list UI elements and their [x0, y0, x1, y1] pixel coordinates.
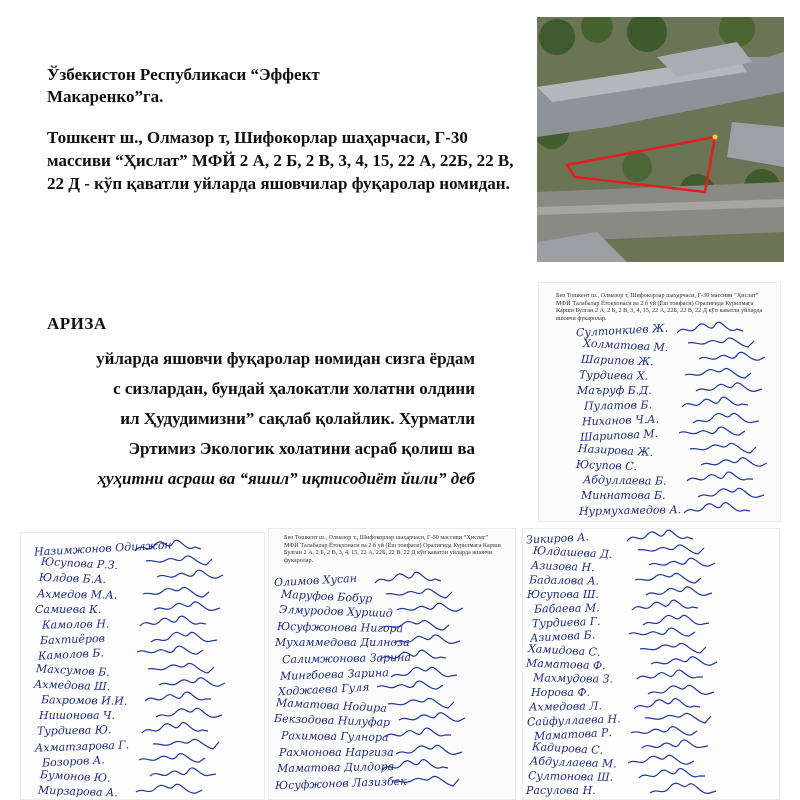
handwritten-name: Мухаммедова Дилноза	[275, 636, 410, 650]
petition-title: АРИЗА	[47, 314, 107, 333]
handwritten-name: Шарипова М.	[579, 426, 659, 445]
handwritten-name: Бумонов Ю.	[39, 768, 111, 785]
handwritten-name: Турдиева Г.	[531, 614, 601, 631]
signature-scribble	[682, 501, 752, 519]
handwritten-name: Рахимова Гулнора	[280, 729, 389, 744]
handwritten-name: Холматова М.	[582, 336, 669, 355]
handwritten-name: Султонова Ш.	[527, 769, 614, 784]
handwritten-name: Юлдашева Д.	[532, 543, 613, 562]
sheet-header: Биз Тошкент ш., Олмазор т, Шифокорлар шаҳарчаси, Г-30 массиви “Ҳислат” МФЙ Талабалар Ётоқхонаси ва 2 б уй (Ёш тоифаси) Оралиғида Курилмага Карши Булган 2 А, 2 Б, 2 В, 3, 4, 15, 22 А, 22Б, 22 В, 22 Д кўп каватли уйларда яшовчи фукаролар.	[556, 292, 763, 322]
handwritten-name: Юсуфжонова Нигора	[276, 619, 404, 635]
handwritten-name: Бадалова А.	[528, 573, 600, 588]
signature-sheet-left	[20, 532, 265, 800]
handwritten-name: Маматова Ф.	[525, 656, 606, 673]
handwritten-name: Шарипов Ж.	[580, 352, 654, 369]
handwritten-name: Элмуродов Хуршид	[278, 603, 394, 621]
sender-description: Тошкент ш., Олмазор т, Шифокорлар шаҳарчаси, Г-30 массиви “Ҳислат” МФЙ 2 А, 2 Б, 2 В, 3, 4, 15, 22 А, 22Б, 22 В, 22 Д - кўп қаватли уйларда яшовчилар фуқаролар номидан.	[47, 128, 514, 193]
petition-line: ҳуҳитни асраш ва “яшил” иқтисодиёт йили” деб	[97, 469, 475, 488]
petition-line: уйларда яшовчи фуқаролар номидан сизга ёрдам	[96, 349, 475, 368]
handwritten-name: Ходжаева Гуля	[277, 680, 370, 699]
handwritten-name: Турдиева Х.	[578, 368, 649, 383]
handwritten-name: Нурмухамедов А.	[578, 503, 682, 518]
handwritten-name: Азимова Б.	[529, 628, 596, 645]
signature-list	[538, 282, 781, 522]
handwritten-name: Пулатов Б.	[583, 398, 653, 413]
handwritten-name: Бабаева М.	[533, 601, 600, 616]
petition-line: ил Ҳудудимизни” сақлаб қолайлик. Хурматли	[120, 409, 475, 428]
handwritten-name: Кадирова С.	[531, 740, 604, 757]
handwritten-name: Махсумов Б.	[35, 661, 111, 679]
handwritten-name: Бахтиёров	[39, 632, 106, 648]
handwritten-name: Юсуфжонов Лазизбек	[274, 774, 407, 793]
handwritten-name: Абдуллаева М.	[529, 754, 617, 771]
signature-scribble	[134, 782, 204, 800]
petition-line: с сизлардан, бундай ҳалокатли холатни олдини	[113, 379, 475, 398]
signature-list	[20, 532, 265, 800]
handwritten-name: Маруфов Бобур	[280, 587, 373, 605]
handwritten-name: Маматова Р.	[533, 725, 613, 744]
handwritten-name: Миннатова Б.	[581, 489, 666, 502]
handwritten-name: Олимов Хусан	[273, 571, 358, 590]
handwritten-name: Бахромов И.И.	[40, 693, 128, 708]
handwritten-name: Маматова Дилдора	[276, 760, 395, 776]
handwritten-name: Юсупова Р.З.	[40, 555, 119, 573]
handwritten-name: Рахмонова Наргиза	[279, 745, 394, 759]
signature-list	[268, 528, 516, 800]
handwritten-name: Назирова Ж.	[577, 442, 654, 459]
handwritten-name: Мирзарова А.	[37, 783, 119, 800]
addressee-heading: Ўзбекистон Республикаси “Эффект Макаренко”га.	[47, 65, 320, 106]
handwritten-name: Зикиров А.	[525, 530, 590, 547]
handwritten-name: Ниханов Ч.А.	[581, 412, 660, 429]
handwritten-name: Камолов Н.	[41, 617, 110, 632]
handwritten-name: Султонкиев Ж.	[575, 321, 669, 340]
signature-sheet-right	[538, 282, 781, 522]
handwritten-name: Салимжонова Зарина	[281, 650, 412, 667]
signature-scribble	[648, 781, 718, 799]
signature-list	[522, 528, 780, 800]
signature-scribble	[391, 774, 461, 792]
handwritten-name: Ахмедова Л.	[528, 699, 603, 714]
signature-sheet-far-right	[522, 528, 780, 800]
handwritten-name: Бозоров А.	[41, 753, 106, 770]
handwritten-name: Ахмедова Ш.	[33, 677, 111, 694]
handwritten-name: Назимжонов Одилжон	[33, 538, 172, 559]
handwritten-name: Махмудова З.	[532, 671, 614, 686]
handwritten-name: Юсупова Ш.	[527, 588, 599, 601]
handwritten-name: Расулова Н.	[526, 784, 596, 797]
handwritten-name: Юсупов С.	[575, 457, 638, 474]
sheet-header: Биз Тошкент ш., Олмазор т., Шифокорлар шаҳарчаси, Г-30 массиви “Ҳислат” МФЙ Талабалар Ётоқхонаси ва 2 б уй (Ёш тоифаси) Оралиғида Курилмага Карши Булган 2 А, 2 Б, 2 В, 3, 4, 15, 22 А, 22Б, 22 В, 22 Д кўп каватли уйларда яшовчи фукаролар.	[284, 534, 501, 564]
petition-line: Эртимиз Экологик холатини асраб қолиш ва	[128, 439, 475, 458]
handwritten-name: Маъруф Б.Д.	[577, 384, 652, 397]
handwritten-name: Юлдов Б.А.	[38, 571, 107, 587]
handwritten-name: Мингбоева Зарина	[279, 665, 389, 683]
handwritten-name: Самиева К.	[35, 602, 102, 616]
handwritten-name: Нишонова Ч.	[39, 709, 116, 723]
handwritten-name: Бекзодова Нилуфар	[273, 712, 391, 730]
handwritten-name: Азизова Н.	[530, 558, 595, 575]
handwritten-name: Маматова Нодира	[275, 695, 388, 715]
handwritten-name: Хамидова С.	[527, 642, 601, 659]
handwritten-name: Абдуллаева Б.	[582, 473, 667, 488]
handwritten-name: Сайфуллаева Н.	[526, 712, 621, 729]
handwritten-name: Ахматзарова Г.	[34, 737, 130, 755]
handwritten-name: Ахмедов М.А.	[36, 586, 118, 602]
handwritten-name: Норова Ф.	[531, 686, 590, 699]
signature-sheet-middle	[268, 528, 516, 800]
handwritten-name: Камолов Б.	[37, 646, 105, 664]
handwritten-name: Турдиева Ю.	[36, 723, 112, 739]
petition-body	[0, 345, 475, 495]
satellite-photo	[537, 17, 784, 262]
